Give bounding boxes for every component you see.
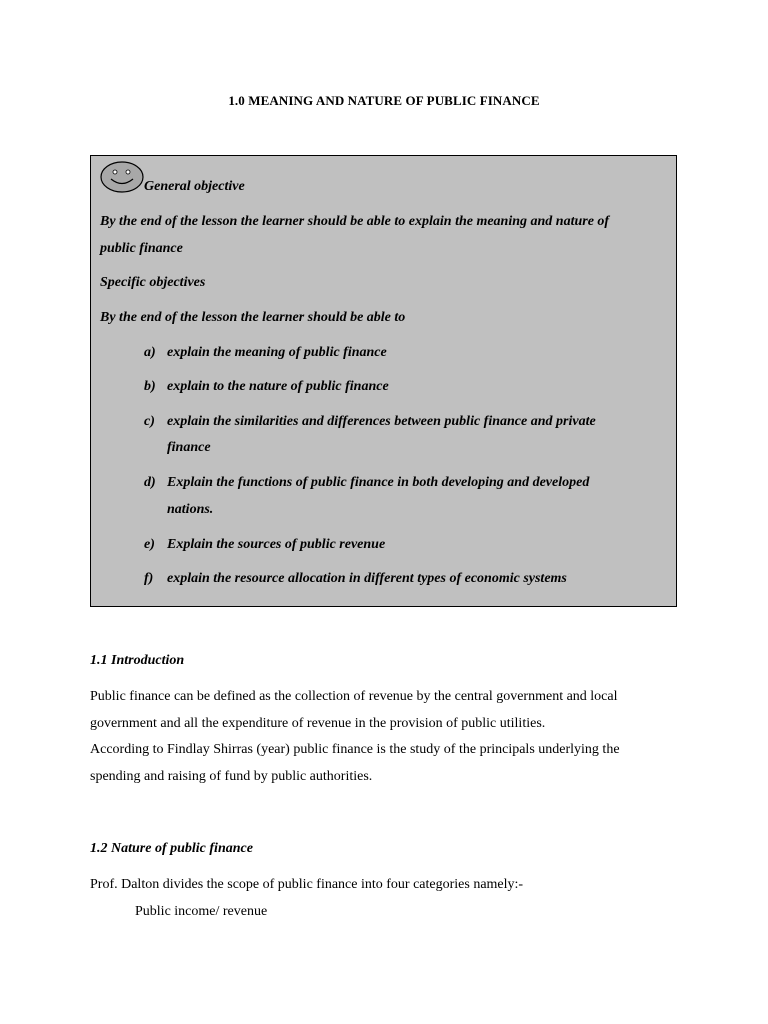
list-item: explain the meaning of public finance	[167, 345, 387, 360]
list-marker: e)	[144, 537, 155, 552]
list-item: Public income/ revenue	[135, 904, 268, 919]
page-title: 1.0 MEANING AND NATURE OF PUBLIC FINANCE	[228, 93, 540, 108]
list-marker: b)	[144, 379, 156, 394]
list-marker: a)	[144, 345, 156, 360]
specific-objectives-label: Specific objectives	[100, 275, 206, 290]
paragraph-line: government and all the expenditure of revenue in the provision of public utilities.	[90, 716, 546, 731]
list-item: explain to the nature of public finance	[167, 379, 389, 394]
section-heading-nature: 1.2 Nature of public finance	[90, 841, 253, 856]
paragraph-line: spending and raising of fund by public authorities.	[90, 769, 373, 784]
list-item: explain the resource allocation in different types of economic systems	[167, 571, 567, 586]
list-marker: f)	[144, 571, 154, 586]
general-objective-line: public finance	[100, 241, 183, 256]
general-objective-label: General objective	[144, 179, 245, 194]
specific-objectives-intro: By the end of the lesson the learner should be able to	[100, 310, 406, 325]
general-objective-line: By the end of the lesson the learner should be able to explain the meaning and nature of	[100, 214, 610, 229]
list-marker: c)	[144, 414, 155, 429]
paragraph-line: According to Findlay Shirras (year) public finance is the study of the principals underlying the	[90, 742, 620, 757]
paragraph-line: Prof. Dalton divides the scope of public finance into four categories namely:-	[90, 877, 524, 892]
list-marker: d)	[144, 475, 156, 490]
smiley-face-icon	[100, 161, 144, 193]
section-heading-introduction: 1.1 Introduction	[90, 653, 185, 668]
list-item: Explain the functions of public finance in both developing and developed	[167, 475, 590, 490]
list-item-continuation: finance	[167, 440, 211, 455]
paragraph-line: Public finance can be defined as the collection of revenue by the central government and local	[90, 689, 618, 704]
list-item: explain the similarities and differences between public finance and private	[167, 414, 596, 429]
list-item-continuation: nations.	[167, 502, 214, 517]
list-item: Explain the sources of public revenue	[167, 537, 386, 552]
